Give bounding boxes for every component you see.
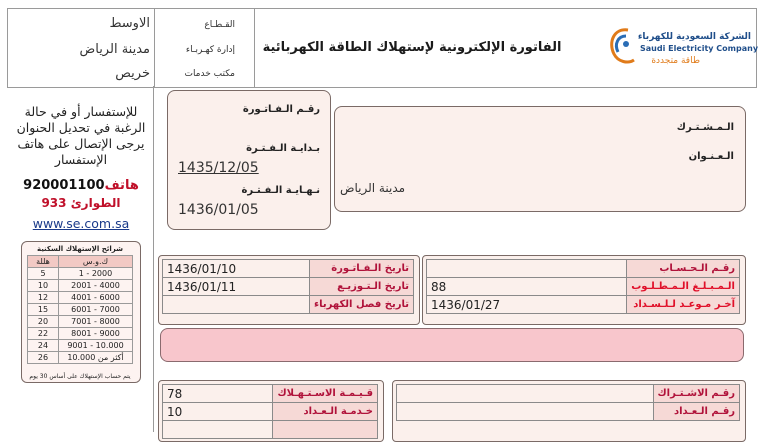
tariff-row	[28, 304, 133, 316]
header-value-office: خريص	[115, 66, 150, 81]
subscription-number-value	[397, 385, 654, 403]
table-row	[163, 260, 414, 278]
tariff-row	[28, 328, 133, 340]
tariff-col-range: ك.و.س	[59, 256, 133, 268]
phone-number[interactable]: 920001100	[23, 178, 105, 193]
disconnect-date-value	[163, 296, 310, 314]
company-tagline: طاقة متجددة	[651, 56, 700, 66]
tariff-header-row	[28, 256, 133, 268]
tariff-range: 2001 - 4000	[59, 280, 133, 292]
contact-emergency-line	[16, 196, 146, 210]
address-label: الـعـنـوان	[688, 151, 734, 162]
emergency-label: الطوارئ	[70, 196, 121, 210]
account-number-value	[427, 260, 627, 278]
subscription-number-label: رقـم الاشـتـراك	[653, 385, 740, 403]
tariff-title: شرائح الإستهلاك السكنية	[36, 245, 124, 253]
tariff-range: أكثر من 10.000	[59, 352, 133, 364]
tariff-row	[28, 316, 133, 328]
tariff-cost: 5	[28, 268, 59, 280]
tariff-cost: 24	[28, 340, 59, 352]
tariff-cost: 20	[28, 316, 59, 328]
dates-table	[162, 259, 414, 314]
phone-label: هاتف	[104, 178, 139, 193]
tariff-cost: 15	[28, 304, 59, 316]
header-value-sector: الاوسط	[109, 16, 150, 31]
meter-number-label: رقـم الـعـداد	[653, 403, 740, 421]
subscriber-label: الـمـشـتـرك	[676, 122, 734, 133]
tariff-row	[28, 340, 133, 352]
website-link[interactable]: www.se.com.sa	[32, 216, 130, 231]
table-row	[397, 403, 740, 421]
charges-extra-label	[273, 421, 378, 439]
period-end-label: نـهـايـة الـفـتـرة	[241, 185, 320, 196]
tariff-range: 1 - 2000	[59, 268, 133, 280]
header-label-office: مكتب خدمات	[184, 69, 235, 79]
tariff-row	[28, 352, 133, 364]
header-divider	[254, 9, 255, 87]
account-table	[426, 259, 740, 314]
tariff-range: 9001 - 10.000	[59, 340, 133, 352]
tariff-range: 7001 - 8000	[59, 316, 133, 328]
period-end-value: 1436/01/05	[178, 202, 259, 218]
table-row	[163, 403, 378, 421]
due-date-label: آخـر مـوعـد لـلـسـداد	[627, 296, 740, 314]
table-row	[397, 385, 740, 403]
disconnect-date-label: تاريخ فصل الكهرباء	[310, 296, 414, 314]
contact-phone-line	[16, 178, 146, 193]
emergency-number[interactable]: 933	[41, 196, 67, 210]
due-date-value: 1436/01/27	[427, 296, 627, 314]
invoice-title: الفاتورة الإلكترونية لإستهلاك الطاقة الكهربائية	[262, 40, 562, 55]
table-row	[163, 296, 414, 314]
tariff-range: 4001 - 6000	[59, 292, 133, 304]
charges-table	[162, 384, 378, 439]
meter-service-label: خـدمـة الـعـداد	[273, 403, 378, 421]
table-row	[163, 385, 378, 403]
tariff-cost: 26	[28, 352, 59, 364]
table-row	[163, 278, 414, 296]
tariff-row	[28, 280, 133, 292]
company-name-ar: الشركة السعودية للكهرباء	[637, 32, 751, 42]
distribution-date-value: 1436/01/11	[163, 278, 310, 296]
meter-service-value: 10	[163, 403, 273, 421]
bill-date-value: 1436/01/10	[163, 260, 310, 278]
tariff-cost: 12	[28, 292, 59, 304]
tariff-cost: 10	[28, 280, 59, 292]
notice-banner	[160, 328, 744, 362]
tariff-cost: 22	[28, 328, 59, 340]
consumption-label: قـيـمـة الاسـتـهـلاك	[273, 385, 378, 403]
table-row	[163, 421, 378, 439]
amount-due-value: 88	[427, 278, 627, 296]
sidebar-divider	[153, 86, 154, 432]
header-divider	[154, 9, 155, 87]
amount-due-label: الـمـبـلـغ الـمـطـلـوب	[627, 278, 740, 296]
distribution-date-label: تاريخ الـتـوزيـع	[310, 278, 414, 296]
consumption-value: 78	[163, 385, 273, 403]
table-row	[427, 260, 740, 278]
contact-text: للإستفسار أو في حالة الرغبة في تحديل الحنوان يرجى الإتصال على هاتف الإستفسار	[16, 104, 146, 167]
subscriber-city: مدينة الرياض	[340, 181, 406, 195]
header-label-sector: القـطـاع	[204, 20, 235, 30]
table-row	[427, 296, 740, 314]
bill-number-label: رقـم الـفـاتـورة	[242, 104, 320, 115]
tariff-row	[28, 292, 133, 304]
period-start-label: بـدايـة الـفـتـرة	[246, 143, 320, 154]
period-start-value: 1435/12/05	[178, 160, 259, 176]
header-value-city: مدينة الرياض	[79, 42, 150, 57]
company-logo-icon	[606, 24, 636, 66]
tariff-note: يتم حساب الإستهلاك على أساس 30 يوم	[29, 373, 131, 380]
bill-date-label: تاريخ الـفـاتـورة	[310, 260, 414, 278]
tariff-col-cost: هللة	[28, 256, 59, 268]
tariff-range: 6001 - 7000	[59, 304, 133, 316]
company-name-en: Saudi Electricity Company	[640, 44, 759, 53]
table-row	[427, 278, 740, 296]
meter-number-value	[397, 403, 654, 421]
meter-table	[396, 384, 740, 421]
header-label-admin: إدارة كهـربـاء	[185, 45, 235, 55]
tariff-row	[28, 268, 133, 280]
tariff-range: 8001 - 9000	[59, 328, 133, 340]
tariff-table	[27, 255, 133, 364]
account-number-label: رقـم الـحـسـاب	[627, 260, 740, 278]
charges-extra-value	[163, 421, 273, 439]
